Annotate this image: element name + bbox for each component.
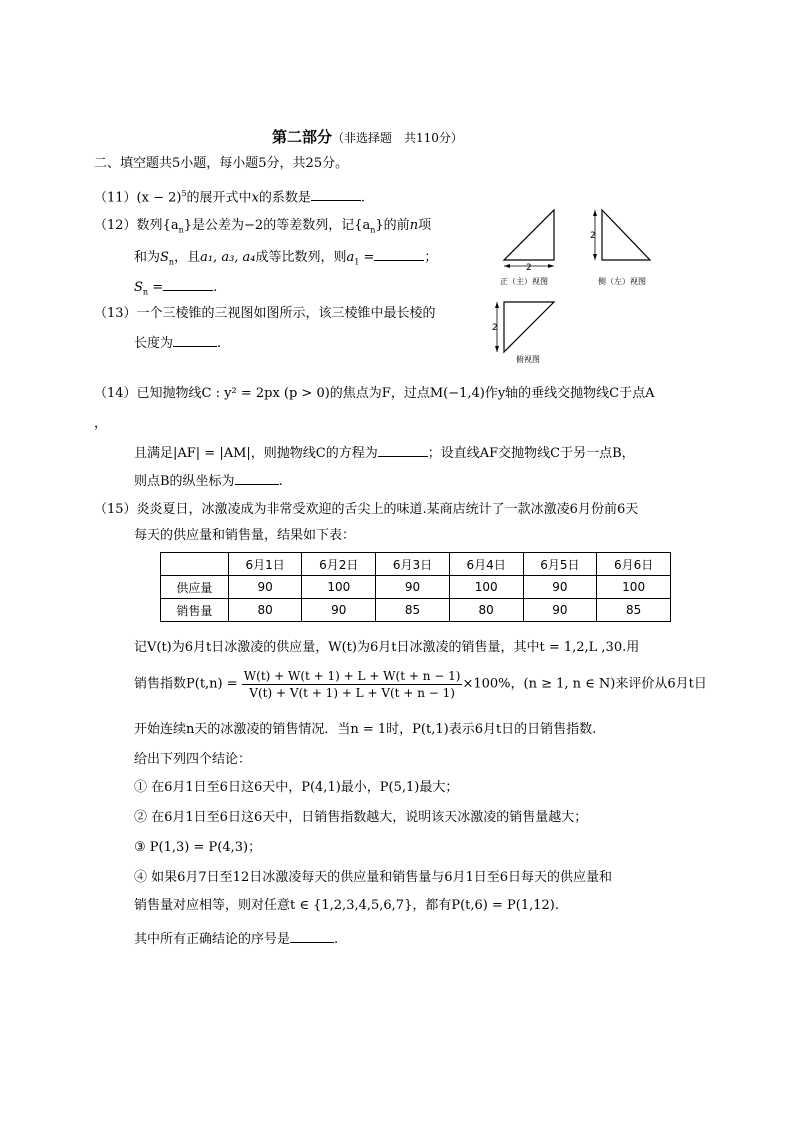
conclusion-1: ① 在6月1日至6日这6天中，P(4,1)最小，P(5,1)最大； — [134, 780, 459, 795]
question-14-line-3: 则点B的纵坐标为 . — [134, 474, 283, 489]
table-row — [161, 599, 671, 622]
table-cell: 90 — [523, 599, 597, 622]
top-dim-label: 2 — [492, 323, 498, 333]
table-cell: 6月1日 — [228, 553, 302, 576]
table-cell: 80 — [228, 599, 302, 622]
supply-sales-table — [160, 552, 671, 622]
top-view-triangle — [504, 302, 554, 352]
table-cell: 6月6日 — [597, 553, 671, 576]
table-cell: 100 — [302, 576, 376, 599]
table-cell: 80 — [449, 599, 523, 622]
question-14-comma: ， — [94, 416, 108, 431]
top-view-label: 俯视图 — [516, 355, 540, 364]
instructions: 二、填空题共5小题，每小题5分，共25分。 — [94, 156, 349, 171]
question-12-line-3: $S_n$ = . — [134, 280, 218, 297]
question-14-line-1: （14）已知抛物线C : y² = 2px (p > 0)的焦点为F，过点M(−1,4)作y轴的垂线交抛物线C于点A — [94, 386, 655, 401]
question-12-line-2: 和为$S_n$，且a₁, a₃, a₄成等比数列，则$a_1$ = ； — [134, 250, 438, 267]
table-cell: 90 — [523, 576, 597, 599]
front-dim-label: 2 — [526, 263, 532, 273]
side-dim-label: 2 — [590, 231, 596, 241]
section-title: 第二部分（非选择题 共110分） — [272, 128, 463, 146]
question-13-line-2: 长度为 . — [134, 336, 222, 351]
question-15-formula: 销售指数P(t,n) = $\frac{W(t) + W(t + 1) + L + W(t + n - 1)}{V(t) + V(t + 1) + L + V(t + n - 1)}$ ×100%，(n ≥ 1, n ∈ N)来评价从6月t日 — [134, 669, 707, 700]
question-15-line-5: 开始连续n天的冰激凌的销售情况．当n = 1时，P(t,1)表示6月t日的日销售指数. — [134, 722, 597, 737]
side-view-label: 侧（左）视图 — [598, 277, 646, 286]
question-15-line-2: 每天的供应量和销售量，结果如下表： — [134, 528, 356, 543]
side-view-triangle — [602, 210, 650, 260]
table-cell: 85 — [597, 599, 671, 622]
table-cell: 6月2日 — [302, 553, 376, 576]
table-cell: 6月5日 — [523, 553, 597, 576]
answer-blank[interactable] — [235, 472, 279, 485]
table-cell: 90 — [228, 576, 302, 599]
conclusion-3: ③ P(1,3) = P(4,3)； — [134, 840, 262, 855]
question-14-line-2: 且满足|AF| = |AM|，则抛物线C的方程为 ；设直线AF交抛物线C于另一点B， — [134, 446, 635, 461]
table-row — [161, 576, 671, 599]
table-cell: 销售量 — [161, 599, 229, 622]
question-15-line-3: 记V(t)为6月t日冰激凌的供应量，W(t)为6月t日冰激凌的销售量，其中t = 1,2,L ,30.用 — [134, 640, 640, 655]
answer-blank[interactable] — [378, 444, 428, 457]
answer-blank[interactable] — [290, 930, 334, 943]
question-13-line-1: （13）一个三棱锥的三视图如图所示，该三棱锥中最长棱的 — [94, 306, 436, 321]
question-11: $(11)(x - 2)^5$的展开式中x的系数是 . — [94, 189, 366, 206]
table-header-row — [161, 553, 671, 576]
table-cell: 6月3日 — [376, 553, 450, 576]
question-15-final: 其中所有正确结论的序号是 . — [134, 932, 339, 947]
front-view-triangle — [504, 210, 554, 260]
table-cell: 100 — [449, 576, 523, 599]
question-15-line-6: 给出下列四个结论： — [134, 752, 252, 767]
table-cell — [161, 553, 229, 576]
sales-index-fraction: $\frac{W(t) + W(t + 1) + L + W(t + n - 1)}{V(t) + V(t + 1) + L + V(t + n - 1)}$ — [243, 669, 461, 700]
answer-blank[interactable] — [311, 188, 361, 201]
table-cell: 6月4日 — [449, 553, 523, 576]
conclusion-2: ② 在6月1日至6日这6天中，日销售指数越大，说明该天冰激凌的销售量越大； — [134, 810, 588, 825]
table-cell: 90 — [376, 576, 450, 599]
answer-blank[interactable] — [163, 278, 213, 291]
table-cell: 100 — [597, 576, 671, 599]
answer-blank[interactable] — [173, 334, 217, 347]
conclusion-4-line-2: 销售量对应相等，则对任意t ∈ {1,2,3,4,5,6,7}，都有P(t,6) = P(1,12). — [134, 898, 559, 913]
three-view-figure — [490, 200, 660, 370]
answer-blank[interactable] — [374, 248, 424, 261]
question-15-line-1: （15）炎炎夏日，冰激凌成为非常受欢迎的舌尖上的味道.某商店统计了一款冰激凌6月份前6天 — [94, 502, 639, 517]
conclusion-4-line-1: ④ 如果6月7日至12日冰激凌每天的供应量和销售量与6月1日至6日每天的供应量和 — [134, 870, 613, 885]
table-cell: 供应量 — [161, 576, 229, 599]
table-cell: 90 — [302, 599, 376, 622]
front-view-label: 正（主）视图 — [500, 277, 548, 286]
question-12-line-1: （12）数列$\{a_n\}$是公差为−2的等差数列，记$\{a_n\}$的前n项 — [94, 218, 432, 235]
table-cell: 85 — [376, 599, 450, 622]
